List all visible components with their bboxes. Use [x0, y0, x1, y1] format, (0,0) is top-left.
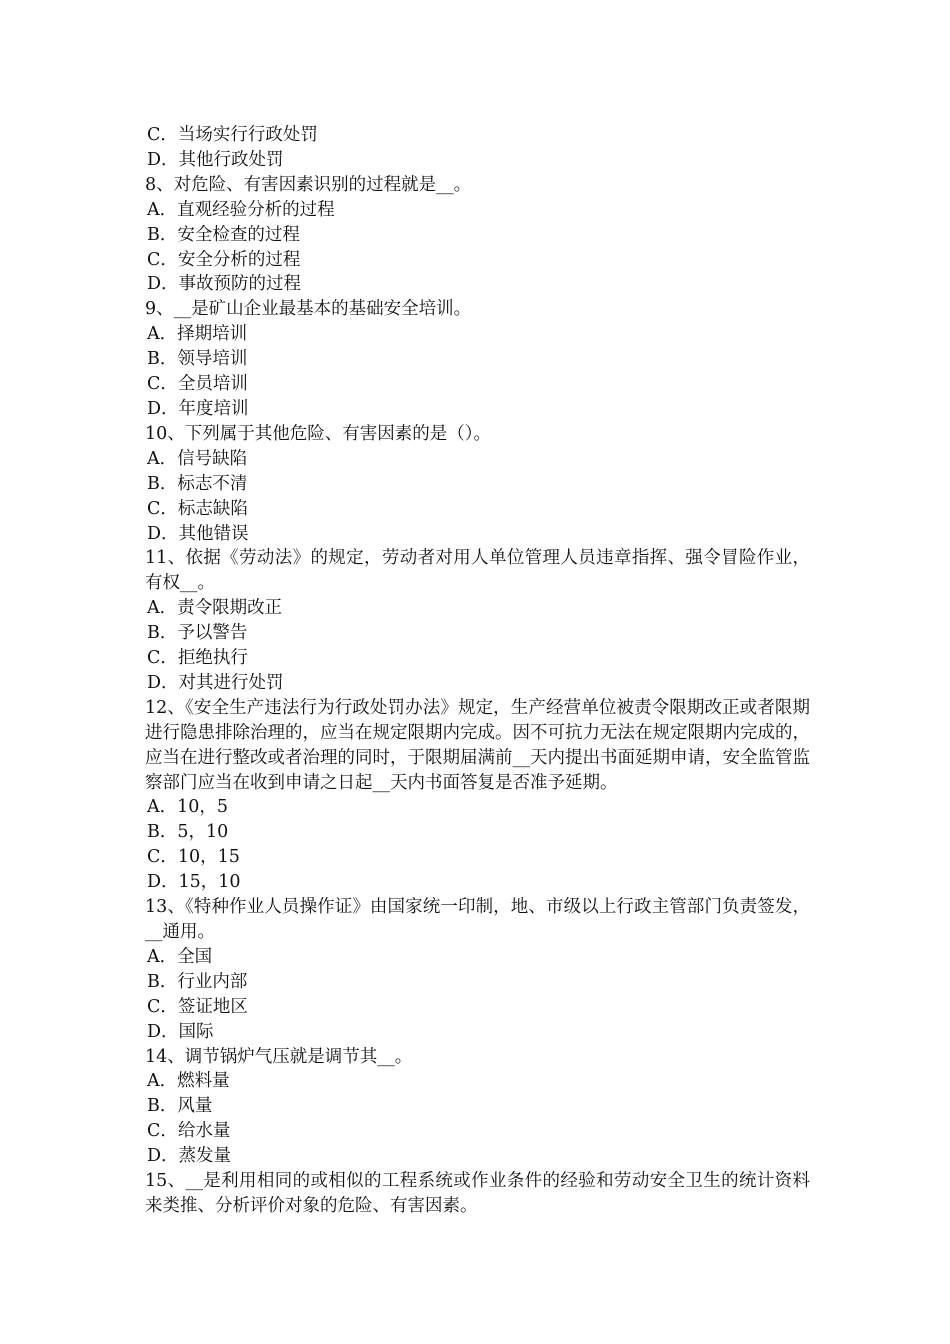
option-line: D．蒸发量	[147, 1146, 232, 1167]
question-line: 13、《特种作业人员操作证》由国家统一印制，地、市级以上行政主管部门负责签发，__通用。	[145, 897, 810, 942]
option-line: B．予以警告	[147, 623, 248, 644]
option-line: D．其他行政处罚	[147, 149, 284, 170]
option-line: A．燃料量	[147, 1071, 230, 1092]
option-line: D．国际	[147, 1021, 214, 1042]
option-line: C．拒绝执行	[147, 648, 248, 669]
question-line: 12、《安全生产违法行为行政处罚办法》规定，生产经营单位被责令限期改正或者限期进行隐患排除治理的，应当在规定限期内完成。因不可抗力无法在规定限期内完成的，应当在进行整改或者治理的同时，于限期届满前__天内提出书面延期申请，安全监管监察部门应当在收到申请之日起__天内书面答复是否准予延期。	[145, 697, 810, 793]
option-line: B．风量	[147, 1096, 213, 1117]
option-line: D．对其进行处罚	[147, 672, 284, 693]
option-line: D．年度培训	[147, 398, 249, 419]
option-line: D．15，10	[147, 872, 241, 893]
option-line: A．信号缺陷	[147, 448, 248, 469]
option-line: B．行业内部	[147, 971, 248, 992]
option-line: A．直观经验分析的过程	[147, 199, 335, 220]
option-line: A．择期培训	[147, 324, 248, 345]
option-line: B．安全检查的过程	[147, 224, 300, 245]
option-line: C．标志缺陷	[147, 498, 248, 519]
question-line: 9、__是矿山企业最基本的基础安全培训。	[145, 299, 472, 320]
option-line: A．10，5	[147, 797, 229, 818]
option-line: B．5，10	[147, 822, 229, 843]
option-line: D．其他错误	[147, 523, 249, 544]
option-line: D．事故预防的过程	[147, 274, 302, 295]
question-line: 11、依据《劳动法》的规定，劳动者对用人单位管理人员违章指挥、强令冒险作业，有权__。	[145, 548, 810, 594]
option-line: A．全国	[147, 946, 213, 967]
option-line: C．给水量	[147, 1121, 231, 1142]
option-line: A．责令限期改正	[147, 598, 283, 619]
question-line: 14、调节锅炉气压就是调节其__。	[145, 1046, 413, 1067]
option-line: C．签证地区	[147, 996, 248, 1017]
option-line: C．安全分析的过程	[147, 249, 301, 270]
option-line: B．标志不清	[147, 473, 248, 494]
question-line: 10、下列属于其他危险、有害因素的是（）。	[145, 423, 492, 444]
question-line: 8、对危险、有害因素识别的过程就是__。	[145, 174, 472, 195]
document-page	[145, 123, 810, 1219]
question-line: 15、__是利用相同的或相似的工程系统或作业条件的经验和劳动安全卫生的统计资料来类推、分析评价对象的危险、有害因素。	[145, 1171, 810, 1216]
option-line: C．当场实行行政处罚	[147, 125, 318, 145]
option-line: B．领导培训	[147, 349, 248, 370]
option-line: C．全员培训	[147, 374, 248, 395]
option-line: C．10，15	[147, 847, 240, 868]
